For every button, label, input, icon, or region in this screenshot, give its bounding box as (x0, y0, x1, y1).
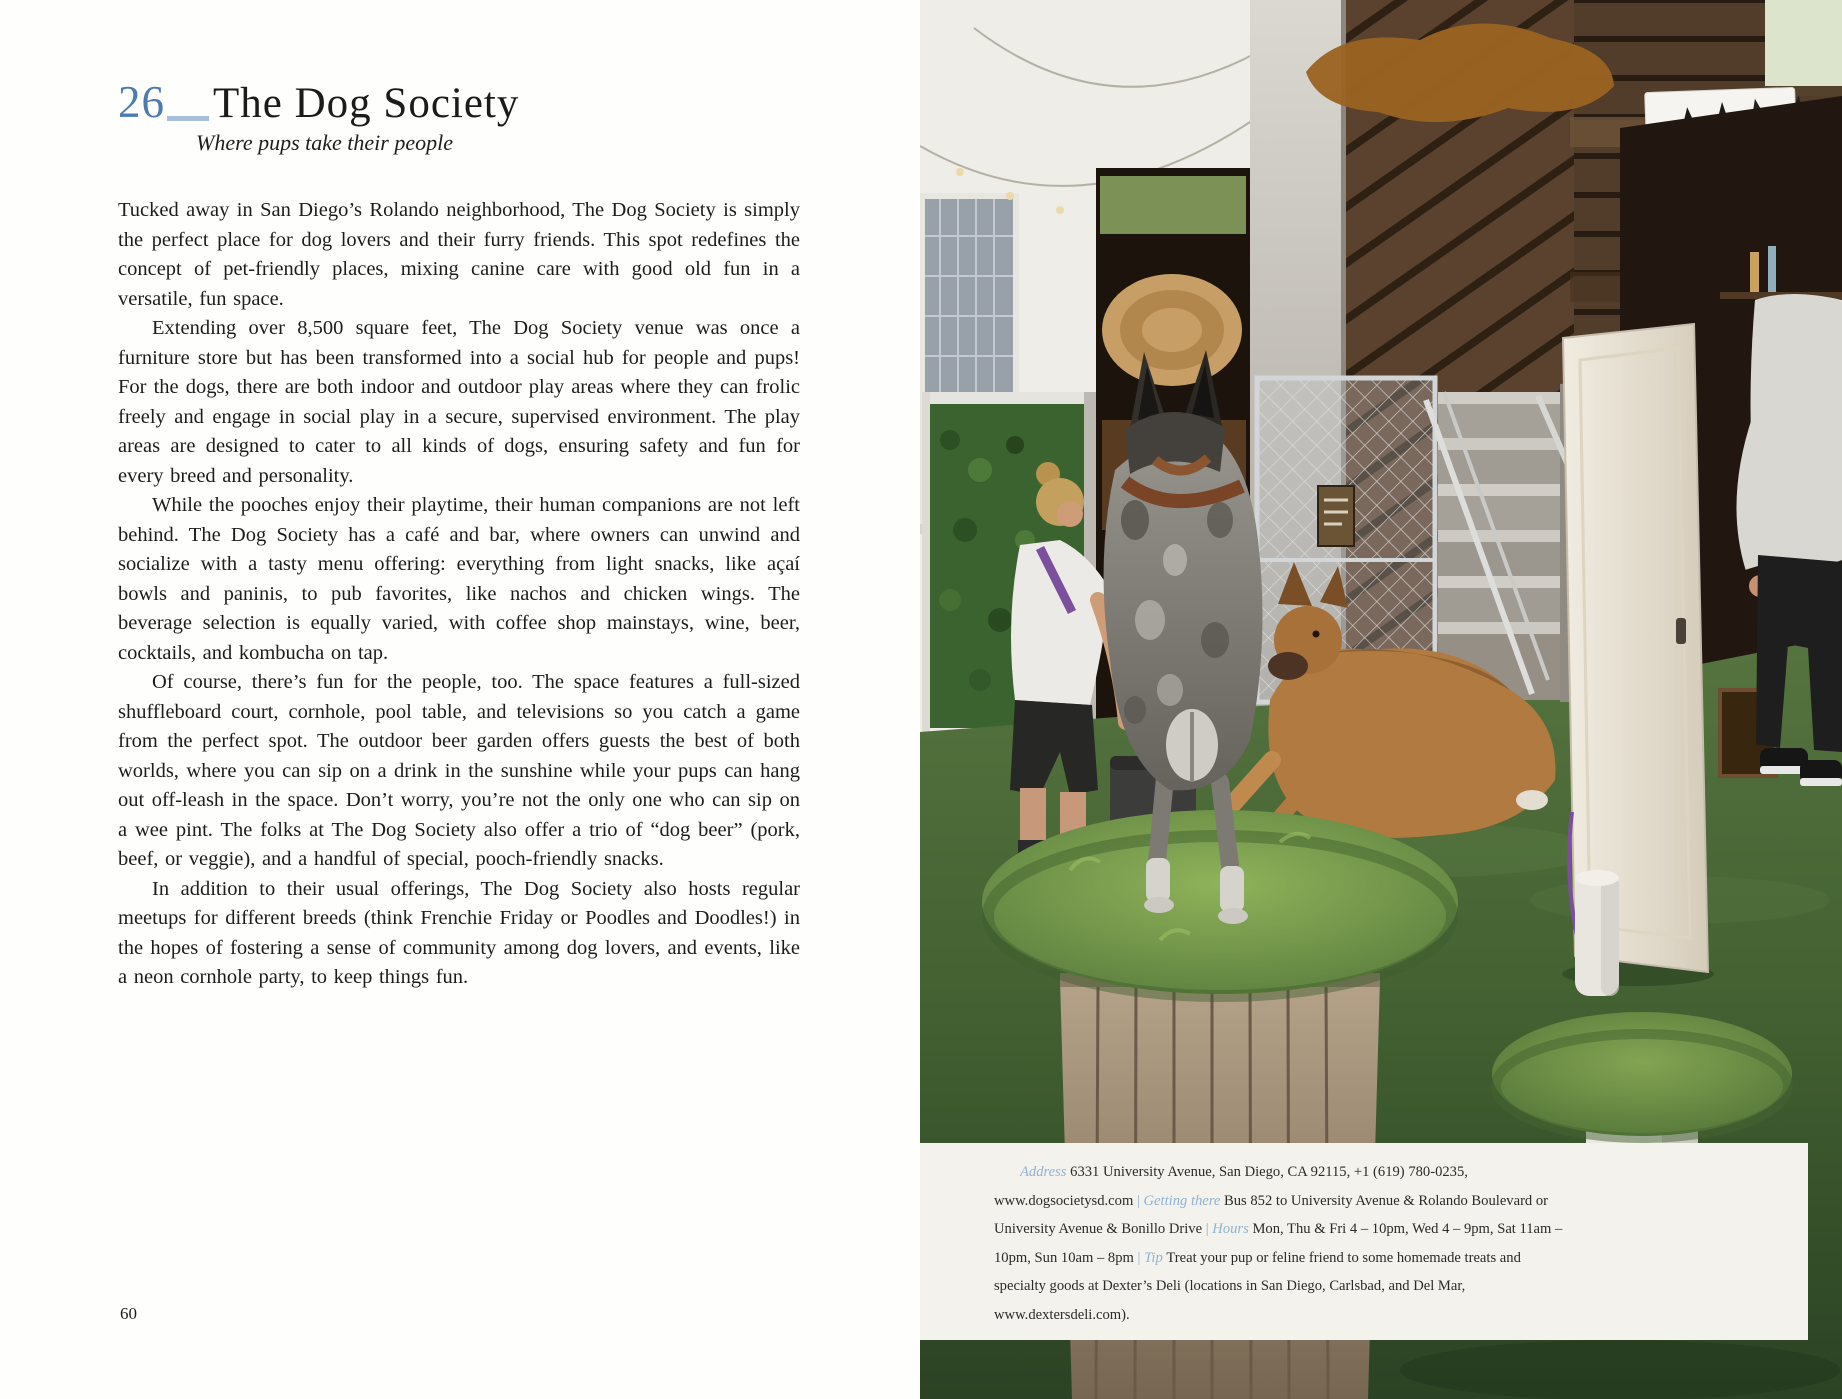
photo-caption (920, 1143, 1808, 1340)
right-page (920, 0, 1842, 1399)
body-paragraph: While the pooches enjoy their playtime, their human companions are not left behind. The Dog Society has a café and bar, where owners can unwind and socialize with a tasty menu offering: everything from light snacks, like açaí bowls and paninis, to pub favorites, like nachos and chicken wings. The beverage selection is equally varied, with coffee shop mainstays, wine, beer, cocktails, and kombucha on tap. (118, 494, 800, 664)
title-rule (167, 116, 209, 121)
door-plate (1676, 618, 1686, 644)
chapter-subtitle: Where pups take their people (196, 130, 453, 155)
page-number: 60 (120, 1304, 137, 1323)
caption-label: Getting there (1143, 1192, 1225, 1209)
caption-value: 6331 University Avenue, San Diego, CA 92115, +1 (619) 780-0235, www.dogsocietysd.com (994, 1164, 1468, 1209)
body-paragraph: Of course, there’s fun for the people, too. The space features a full-sized shuffleboard court, cornhole, pool table, and televisions so you catch a game from the perfect spot. The outdoor beer garden offers guests the best of both worlds, where you can sip on a drink in the sunshine while your pups can hang out off-leash in the space. Don’t worry, you’re not the only one who can sip on a wee pint. The folks at The Dog Society also offer a trio of “dog beer” (pork, beef, or veggie), and a handful of special, pooch-friendly snacks. (118, 671, 800, 870)
concrete-steps (1438, 382, 1584, 702)
chapter-header (118, 76, 808, 156)
body-paragraph: Extending over 8,500 square feet, The Dog Society venue was once a furniture store but has been transformed into a social hub for people and pups! For the dogs, there are both indoor and outdoor play areas where they can frolic freely and engage in social play in a secure, supervised environment. The play areas are designed to cater to all kinds of dogs, ensuring safety and fun for every breed and personality. (118, 317, 800, 487)
chapter-number: 26 (118, 77, 165, 127)
caption-value: Mon, Thu & Fri 4 – 10pm, Wed 4 – 9pm, Sat 11am – 10pm, Sun 10am – 8pm (994, 1221, 1563, 1266)
caption-separator: | (1133, 1249, 1145, 1266)
caption-label: Address (1020, 1164, 1071, 1180)
caption-separator: | (1133, 1192, 1144, 1209)
bollard (1575, 870, 1619, 996)
caption-value: Bus 852 to University Avenue & Rolando Boulevard or University Avenue & Bonillo Drive (994, 1192, 1549, 1238)
left-page (0, 0, 920, 1399)
caption-label: Hours (1212, 1221, 1253, 1238)
gate-sign (1318, 486, 1354, 546)
caption-text (920, 1143, 1592, 1330)
upper-window (1765, 0, 1842, 90)
article-body (118, 196, 800, 993)
page-title: The Dog Society (213, 80, 520, 127)
title-line (118, 76, 808, 128)
body-paragraph: In addition to their usual offerings, The Dog Society also hosts regular meetups for different breeds (think Frenchie Friday or Poodles and Doodles!) in the hopes of fostering a sense of community among dog lovers, and events, like a neon cornhole party, to keep things fun. (118, 877, 800, 988)
caption-separator: | (1202, 1221, 1213, 1238)
caption-label: Tip (1144, 1249, 1167, 1266)
caption-value: Treat your pup or feline friend to some homemade treats and specialty goods at Dexter’s Deli (locations in San Diego, Carlsbad, and Del Mar, www.dextersdeli.com). (994, 1249, 1521, 1323)
body-paragraph: Tucked away in San Diego’s Rolando neighborhood, The Dog Society is simply the perfect place for dog lovers and their furry friends. This spot redefines the concept of pet-friendly places, mixing canine care with good old fun in a versatile, fun space. (118, 199, 800, 310)
